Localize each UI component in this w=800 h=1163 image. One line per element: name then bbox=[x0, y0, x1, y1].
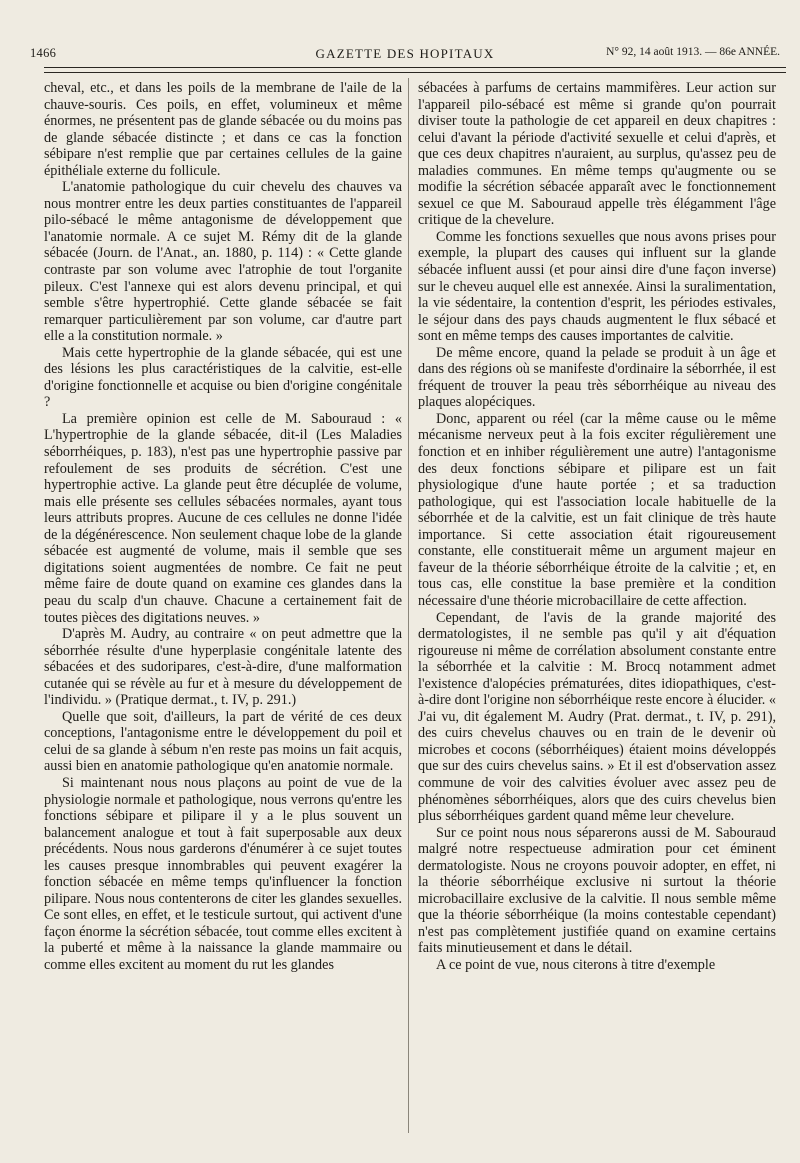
paragraph: cheval, etc., et dans les poils de la membrane de l'aile de la chauve-souris. Ces poils, en effet, volumineux et même énormes, ne présentent pas de glande sébacée ou du moins pas de glande sébacée distincte ; et dans ce cas la fonction sébipare n'est remplie que par certaines cellules de la gaine épithéliale externe du follicule. bbox=[44, 80, 402, 179]
journal-title: GAZETTE DES HOPITAUX bbox=[315, 46, 495, 61]
paragraph: Sur ce point nous nous séparerons aussi de M. Sabouraud malgré notre respectueuse admiration pour cet éminent dermatologiste. Nous ne croyons pouvoir adopter, en effet, ni la théorie séborrhéique exclusive ni surtout la théorie microbacillaire exclusive de la calvitie. Il nous semble même que la théorie séborrhéique (la moins contestable cependant) n'est pas complètement justifiée quand on examine certains faits minutieusement et dans le détail. bbox=[418, 824, 776, 957]
paragraph: Donc, apparent ou réel (car la même cause ou le même mécanisme nerveux peut à la fois exciter régulièrement une fonction et en inhiber régulièrement une autre) l'antagonisme des deux fonctions sébipare et pilipare est un fait physiologique d'une haute portée ; et sa traduction pathologique, qui est l'association locale habituelle de la séborrhée et de la calvitie, est un fait clinique de très haute importance. Si cette association était rigoureusement constante, elle constituerait même un argument majeur en faveur de la théorie séborrhéique étroite de la calvitie ; et, en tous cas, elle constitue la base première et la condition nécessaire d'une théorie microbacillaire de cette affection. bbox=[418, 410, 776, 609]
issue-info: N° 92, 14 août 1913. — 86e ANNÉE. bbox=[606, 46, 780, 58]
paragraph: La première opinion est celle de M. Sabouraud : « L'hypertrophie de la glande sébacée, dit-il (Les Maladies séborrhéiques, p. 183), n'est pas une hypertrophie passive par refoulement de ses produits de sécrétion. C'est une hypertrophie active. La glande peut être décuplée de volume, mais elle présente ses cellules sébacées normales, ayant tous leurs attributs propres. Aucune de ces cellules ne donne l'idée de la dégénérescence. Non seulement chaque lobe de la glande sébacée est augmenté de volume, mais il semble que ses digitations soient augmentées de nombre. Ce fait ne peut même faire de doute quand on examine ces glandes dans la peau du scalp d'un chauve. Chacune a certainement fait de toutes pièces des digitations neuves. » bbox=[44, 410, 402, 626]
page-header bbox=[30, 40, 780, 62]
paragraph: Mais cette hypertrophie de la glande sébacée, qui est une des lésions les plus caractéristiques de la calvitie, est-elle d'origine fonctionnelle et acquise ou bien d'origine congénitale ? bbox=[44, 344, 402, 411]
page-number: 1466 bbox=[30, 46, 57, 60]
paragraph: Comme les fonctions sexuelles que nous avons prises pour exemple, la plupart des causes qui influent sur la glande sébacée influent aussi (et pour ainsi dire d'une façon inverse) sur le cheveu auquel elle est annexée. Ainsi la suralimentation, la vie sédentaire, la contention d'esprit, les périodes estivales, le séjour dans des pays chauds augmentent le flux sébacé et sont en même temps des causes importantes de calvitie. bbox=[418, 228, 776, 345]
paragraph: Quelle que soit, d'ailleurs, la part de vérité de ces deux conceptions, l'antagonisme entre le développement du poil et celui de sa glande à sébum n'en reste pas moins un fait acquis, aussi bien en anatomie pathologique qu'en anatomie normale. bbox=[44, 708, 402, 775]
column-divider bbox=[408, 78, 409, 1133]
paragraph: Cependant, de l'avis de la grande majorité des dermatologistes, il ne semble pas qu'il y ait d'équation rigoureuse ni même de corrélation absolument constante entre la séborrhée et la calvitie : M. Brocq notamment admet l'existence d'alopécies prématurées, dites idiopathiques, c'est-à-dire dont l'origine non séborrhéique reste encore à élucider. « J'ai vu, dit également M. Audry (Prat. dermat., t. IV, p. 291), des cuirs chevelus chauves ou en train de le devenir où microbes et cocons (séborrhéiques) étaient moins développés que sur des cuirs chevelus sains. » Et il est d'observation assez commune de voir des calvities évoluer avec assez peu de phénomènes séborrhéiques, alors que des cuirs chevelus bien plus séborrhéiques gardent quand même leur chevelure. bbox=[418, 609, 776, 825]
right-column bbox=[418, 80, 776, 974]
header-rule-top bbox=[44, 67, 786, 68]
left-column bbox=[44, 80, 402, 974]
paragraph: D'après M. Audry, au contraire « on peut admettre que la séborrhée résulte d'une hyperplasie congénitale latente des sébacées et des sudoripares, c'est-à-dire, d'une malformation cutanée qui se révèle au fur et à mesure du développement de l'individu. » (Pratique dermat., t. IV, p. 291.) bbox=[44, 626, 402, 709]
paragraph: L'anatomie pathologique du cuir chevelu des chauves va nous montrer entre les deux parties constituantes de l'appareil pilo-sébacé le même antagonisme de développement que l'anatomie normale. A ce sujet M. Rémy dit de la glande sébacée (Journ. de l'Anat., an. 1880, p. 114) : « Cette glande contraste par son volume avec l'atrophie de tout l'organite pileux. C'est l'annexe qui est alors devenu principal, et qui semble s'être hypertrophié. Cette glande sébacée se fait remarquer particulièrement par son volume, car d'autre part elle a la constitution normale. » bbox=[44, 179, 402, 345]
paragraph: Si maintenant nous nous plaçons au point de vue de la physiologie normale et pathologique, nous verrons qu'entre les fonctions sébipare et pilipare il y a le plus souvent un balancement analogue et tout à fait superposable aux deux précédents. Nous nous garderons d'énumérer à ce sujet toutes les causes presque innombrables qui peuvent exagérer la fonction sébacée en même temps qu'influencer la fonction pilipare. Nous nous contenterons de citer les glandes sexuelles. Ce sont elles, en effet, et le testicule surtout, qui activent d'une façon énorme la sécrétion sébacée, tout comme elles excitent à la puberté et même à la naissance la glande mammaire ou comme elles excitent au moment du rut les glandes bbox=[44, 774, 402, 973]
paragraph: De même encore, quand la pelade se produit à un âge et dans des régions où se manifeste d'ordinaire la séborrhée, il est fréquent de trouver la peau très séborrhéique au niveau des plaques alopéciques. bbox=[418, 344, 776, 411]
header-rule-bottom bbox=[44, 72, 786, 73]
paragraph: A ce point de vue, nous citerons à titre d'exemple bbox=[436, 956, 716, 973]
paragraph: sébacées à parfums de certains mammifères. Leur action sur l'appareil pilo-sébacé est même si grande qu'on pourrait diviser toute la pathologie de cet appareil en deux chapitres : celui d'avant la période d'activité sexuelle et celui d'après, et que ces deux chapitres n'auraient, au surplus, qu'assez peu de maladies communes. En même temps qu'augmente ou se modifie la sécrétion sébacée apparaît avec le fonctionnement sexuel ce que M. Sabouraud appelle très élégamment l'âge critique de la chevelure. bbox=[418, 80, 776, 229]
